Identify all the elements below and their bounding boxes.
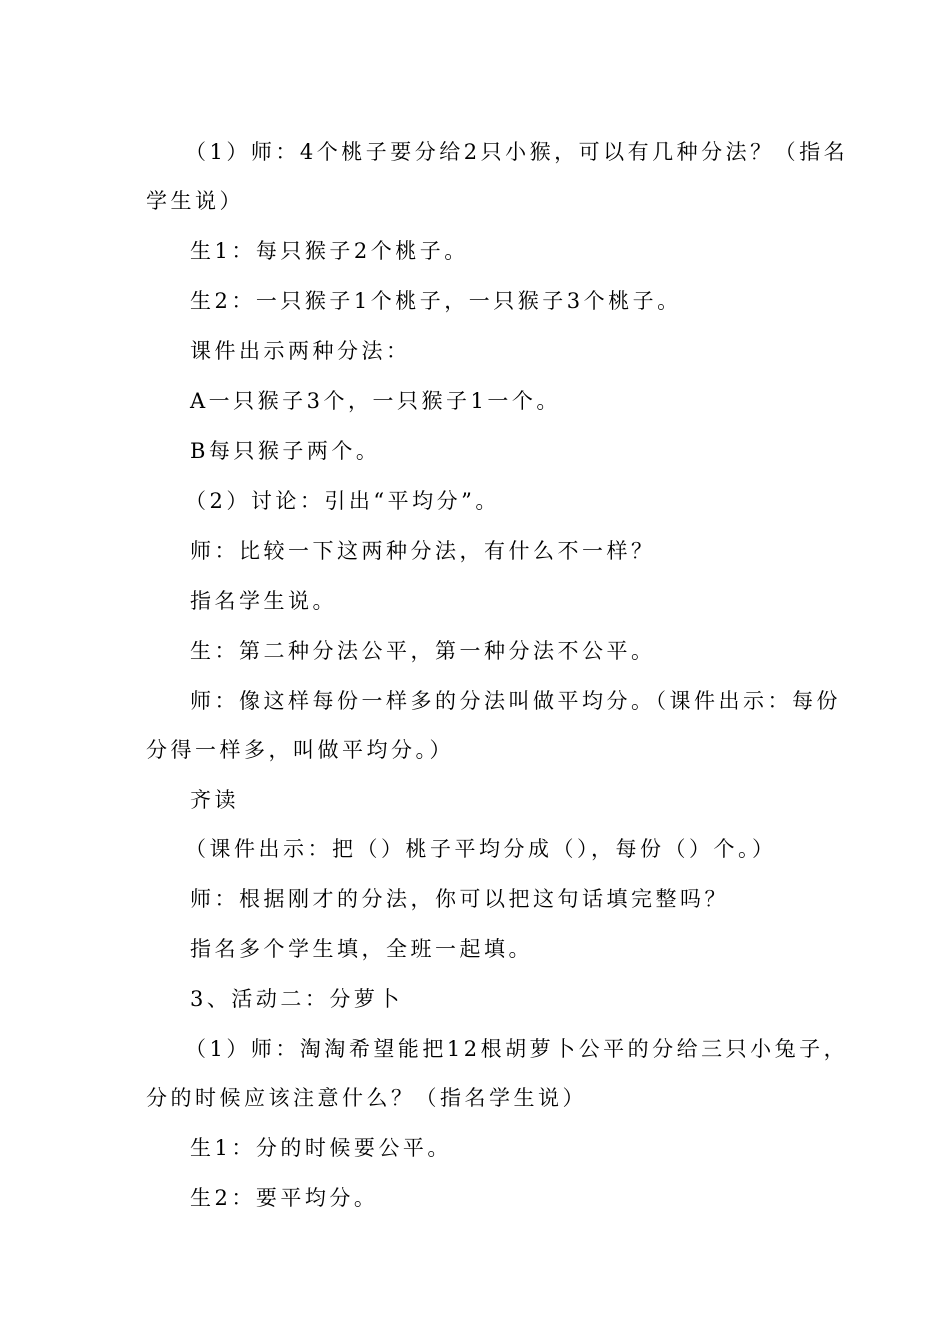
paragraph-line: 生1：每只猴子2个桃子。	[190, 239, 469, 263]
paragraph-line: A一只猴子3个，一只猴子1一个。	[190, 389, 561, 413]
paragraph-line: 生1：分的时候要公平。	[190, 1136, 452, 1160]
paragraph-line: （课件出示：把（）桃子平均分成（），每份（）个。）	[185, 837, 777, 861]
paragraph-line: 3、活动二：分萝卜	[190, 987, 403, 1011]
paragraph-line: （1）师：4个桃子要分给2只小猴，可以有几种分法？（指名	[185, 140, 849, 164]
paragraph-line: 齐读	[190, 788, 239, 812]
paragraph-line: 指名学生说。	[190, 589, 337, 613]
paragraph-line: 生2：一只猴子1个桃子，一只猴子3个桃子。	[190, 289, 682, 313]
paragraph-line: 生：第二种分法公平，第一种分法不公平。	[190, 639, 656, 663]
paragraph-line: 课件出示两种分法：	[190, 339, 411, 363]
paragraph-line: （1）师：淘淘希望能把12根胡萝卜公平的分给三只小兔子，	[185, 1037, 849, 1061]
paragraph-line: （2）讨论：引出“平均分”。	[185, 489, 500, 513]
paragraph-line: B每只猴子两个。	[190, 439, 381, 463]
paragraph-line: 师：根据刚才的分法，你可以把这句话填完整吗？	[190, 887, 729, 911]
paragraph-line: 师：像这样每份一样多的分法叫做平均分。（课件出示：每份	[190, 689, 841, 713]
paragraph-line: 生2：要平均分。	[190, 1186, 379, 1210]
paragraph-line: 分的时候应该注意什么？（指名学生说）	[146, 1086, 587, 1110]
paragraph-line: 分得一样多，叫做平均分。）	[146, 738, 454, 762]
paragraph-line: 指名多个学生填，全班一起填。	[190, 937, 533, 961]
paragraph-line: 师：比较一下这两种分法，有什么不一样？	[190, 539, 656, 563]
paragraph-line: 学生说）	[146, 189, 244, 213]
